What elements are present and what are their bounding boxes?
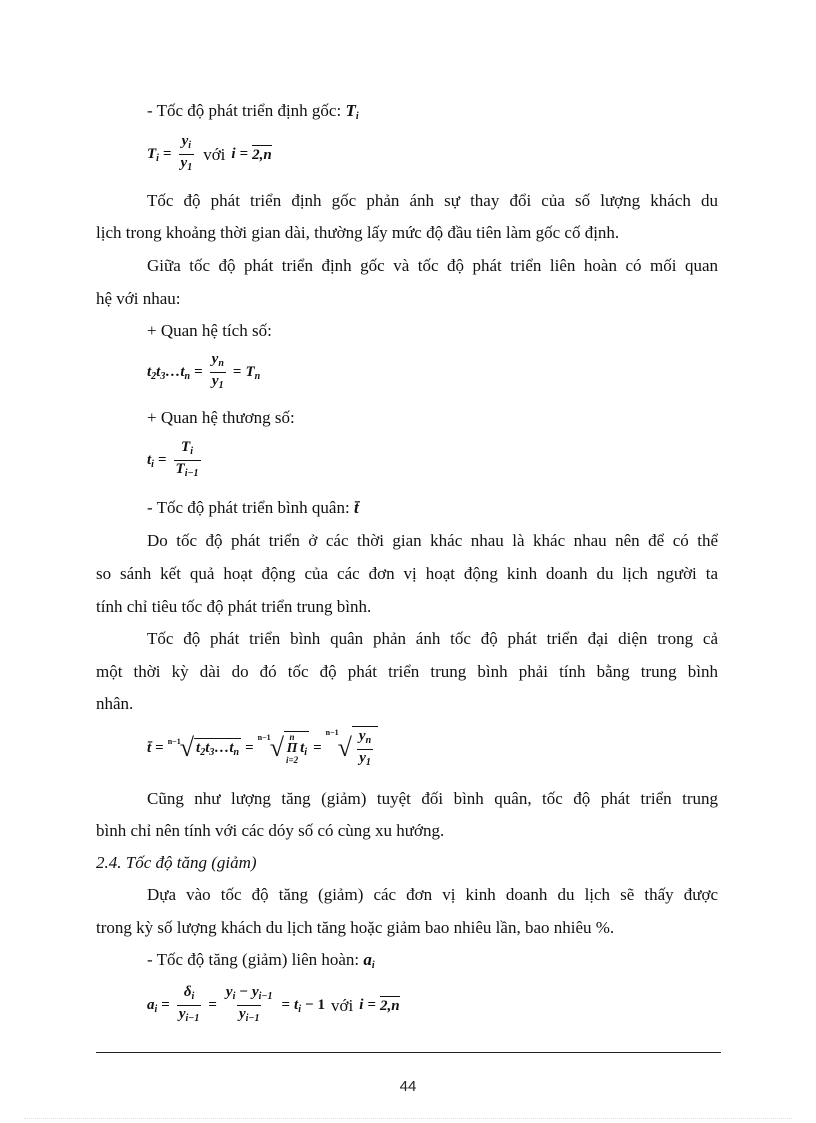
paragraph-line: tính chỉ tiêu tốc độ phát triển trung bình.	[96, 597, 372, 616]
paragraph-line: + Quan hệ thương số:	[147, 408, 295, 427]
paragraph-line: nhân.	[96, 694, 134, 713]
equation-fixed-base: $T_i$ = $\frac{y_i}{y_1}$ với i = 2,n	[147, 133, 272, 173]
page-number: 44	[399, 1078, 417, 1095]
paragraph-line: trong kỳ số lượng khách du lịch tăng hoặc giảm bao nhiêu lần, bao nhiêu %.	[96, 918, 615, 937]
equation-quotient-relation: $t_i$ = $\frac{T_i}{T_{i-1}}$	[147, 439, 199, 479]
paragraph-line: lịch trong khoảng thời gian dài, thường lấy mức độ đầu tiên làm gốc cố định.	[96, 223, 620, 242]
section-heading: 2.4. Tốc độ tăng (giảm)	[96, 853, 257, 872]
paragraph-line: hệ với nhau:	[96, 289, 181, 308]
footer-divider	[96, 1052, 721, 1053]
equation-geometric-mean: t̄ = n−1 √ $t_2t_3\dots t_n$ = n−1 √ n Π i=2 $t_i$ = n−1 √ $\frac{y_n}{y_1}$	[147, 726, 378, 770]
symbol-a-i: $a_i$	[363, 950, 375, 971]
equation-chain-growth-rate: $a_i$ = $\frac{\delta_i}{y_{i-1}}$ = $\frac{y_i - y_{i-1}}{y_{i-1}}$ = $t_i$ − 1 với i = 2,n	[147, 984, 400, 1024]
equation-product-relation: $t_2t_3\dots t_n$ = $\frac{y_n}{y_1}$ = $T_n$	[147, 351, 261, 391]
paragraph-chain-growth-rate: - Tốc độ tăng (giảm) liên hoàn: $a_i$	[147, 950, 375, 971]
page-edge-dotted	[24, 1118, 792, 1119]
paragraph-line: Cũng như lượng tăng (giảm) tuyệt đối bình quân, tốc độ phát triển trung	[147, 789, 718, 808]
paragraph-line: Giữa tốc độ phát triển định gốc và tốc độ phát triển liên hoàn có mối quan	[147, 256, 718, 275]
paragraph-line: so sánh kết quả hoạt động của các đơn vị hoạt động kinh doanh du lịch người ta	[96, 564, 718, 583]
paragraph-line: một thời kỳ dài do đó tốc độ phát triển trung bình phải tính bằng trung bình	[96, 662, 718, 681]
paragraph-fixed-base-growth: - Tốc độ phát triển định gốc: $T_i$	[147, 101, 359, 122]
paragraph-line: Tốc độ phát triển định gốc phản ánh sự thay đổi của số lượng khách du	[147, 191, 718, 210]
paragraph-line: Dựa vào tốc độ tăng (giảm) các đơn vị kinh doanh du lịch sẽ thấy được	[147, 885, 718, 904]
paragraph-line: Tốc độ phát triển bình quân phản ánh tốc độ phát triển đại diện trong cả	[147, 629, 718, 648]
paragraph-line: Do tốc độ phát triển ở các thời gian khác nhau là khác nhau nên để có thể	[147, 531, 718, 550]
paragraph-average-growth: - Tốc độ phát triển bình quân: t̄	[147, 498, 359, 517]
paragraph-line: + Quan hệ tích số:	[147, 321, 272, 340]
paragraph-line: bình chỉ nên tính với các dóy số có cùng xu hướng.	[96, 821, 445, 840]
symbol-T-i: $T_i$	[345, 101, 359, 122]
symbol-t-bar: t̄	[353, 498, 359, 517]
